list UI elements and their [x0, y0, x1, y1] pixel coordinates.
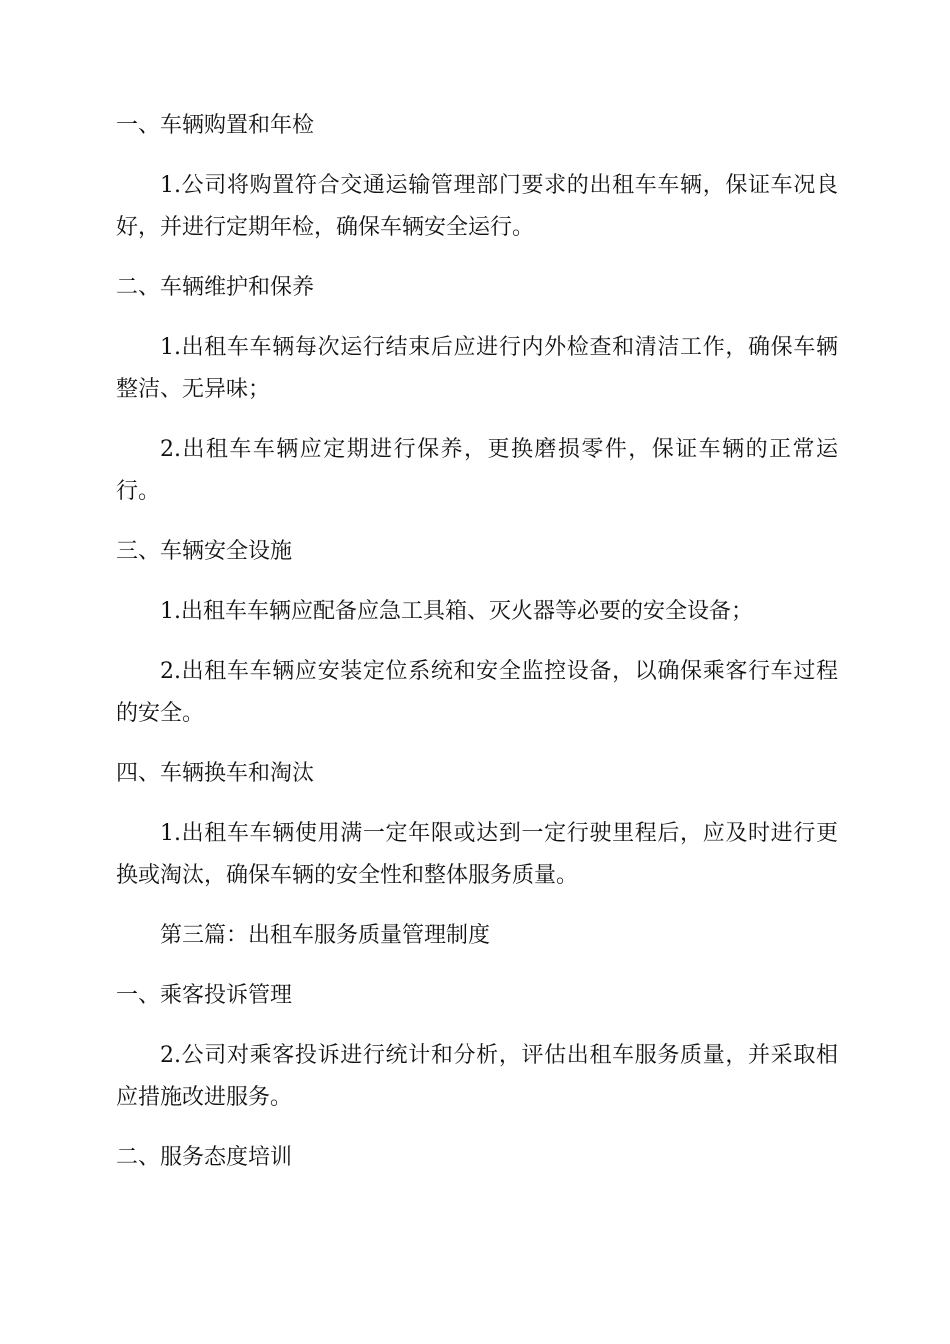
- section-heading-vehicle-safety: 三、车辆安全设施: [116, 539, 293, 564]
- paragraph-vehicle-replacement-1: 1.出租车车辆使用满一定年限或达到一定行驶里程后，应及时进行更换或淘汰，确保车辆的安全性和整体服务质量。: [116, 821, 838, 888]
- paragraph-complaint-management-2: 2.公司对乘客投诉进行统计和分析，评估出租车服务质量，并采取相应措施改进服务。: [116, 1043, 838, 1110]
- section-heading-vehicle-maintenance: 二、车辆维护和保养: [116, 275, 315, 300]
- section-heading-complaint-management: 一、乘客投诉管理: [116, 983, 293, 1008]
- document-page: [116, 105, 838, 1197]
- section-heading-service-training: 二、服务态度培训: [116, 1145, 293, 1170]
- paragraph-vehicle-safety-2: 2.出租车车辆应安装定位系统和安全监控设备，以确保乘客行车过程的安全。: [116, 659, 838, 726]
- paragraph-vehicle-purchase-1: 1.公司将购置符合交通运输管理部门要求的出租车车辆，保证车况良好，并进行定期年检，确保车辆安全运行。: [116, 173, 838, 240]
- paragraph-vehicle-maintenance-2: 2.出租车车辆应定期进行保养，更换磨损零件，保证车辆的正常运行。: [116, 437, 838, 504]
- paragraph-vehicle-maintenance-1: 1.出租车车辆每次运行结束后应进行内外检查和清洁工作，确保车辆整洁、无异味；: [116, 335, 838, 402]
- section-heading-vehicle-purchase: 一、车辆购置和年检: [116, 113, 315, 138]
- part-title-service-quality: 第三篇：出租车服务质量管理制度: [160, 923, 491, 948]
- section-heading-vehicle-replacement: 四、车辆换车和淘汰: [116, 761, 315, 786]
- paragraph-vehicle-safety-1: 1.出租车车辆应配备应急工具箱、灭火器等必要的安全设备；: [160, 599, 753, 624]
